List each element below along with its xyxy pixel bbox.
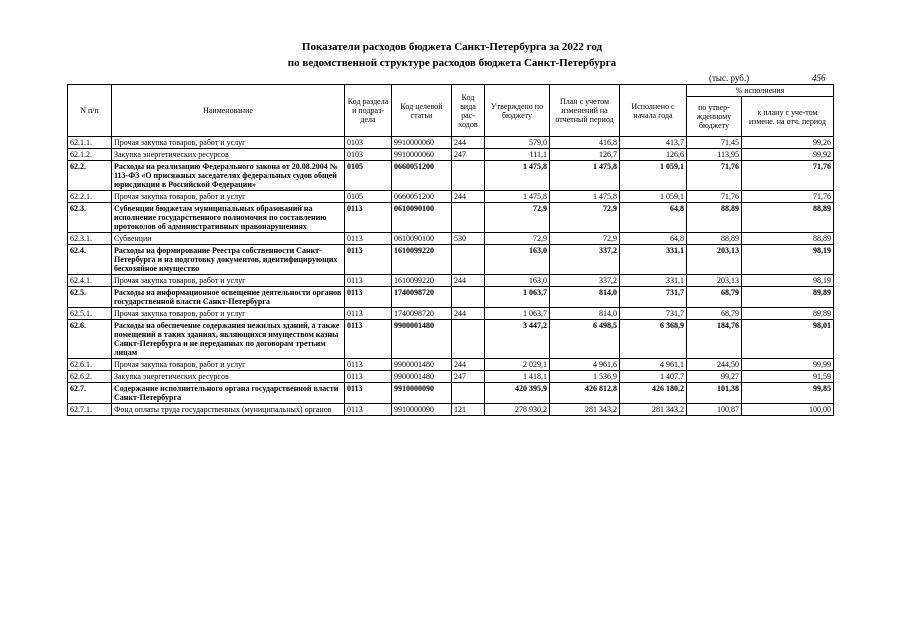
row-approved: 579,0 (485, 137, 550, 149)
row-kind: 244 (452, 275, 485, 287)
row-section: 0103 (345, 137, 392, 149)
row-approved: 163,0 (485, 275, 550, 287)
table-row (68, 287, 834, 308)
row-pct-approved: 244,50 (687, 359, 742, 371)
row-approved: 72,9 (485, 233, 550, 245)
row-pct-plan: 98,19 (742, 245, 834, 275)
row-kind: 244 (452, 191, 485, 203)
report-title-line2: по ведомственной структуре расходов бюджета Санкт-Петербурга (287, 57, 617, 69)
row-executed: 1 059,1 (620, 191, 687, 203)
page-number: 456 (812, 73, 826, 83)
table-row (68, 308, 834, 320)
row-section: 0105 (345, 161, 392, 191)
table-row (68, 203, 834, 233)
row-executed: 413,7 (620, 137, 687, 149)
row-plan: 6 498,5 (550, 320, 620, 359)
row-executed: 126,6 (620, 149, 687, 161)
row-target: 9900001480 (392, 320, 452, 359)
row-approved: 278 930,2 (485, 404, 550, 416)
row-kind (452, 320, 485, 359)
row-plan: 1 475,8 (550, 191, 620, 203)
row-target: 0660051200 (392, 161, 452, 191)
row-pct-plan: 71,76 (742, 191, 834, 203)
row-target: 0610090100 (392, 233, 452, 245)
row-section: 0113 (345, 308, 392, 320)
row-name: Расходы на информационное освещение деятельности органов государственной власти Санкт-Петербурга (112, 287, 345, 308)
row-executed: 64,8 (620, 233, 687, 245)
row-num: 62.6.2. (68, 371, 112, 383)
row-name: Субвенции бюджетам муниципальных образований на исполнение государственного полномочия по составлению протоколов об административных правонарушениях (112, 203, 345, 233)
row-pct-plan: 91,59 (742, 371, 834, 383)
row-plan: 72,9 (550, 203, 620, 233)
row-approved: 1 063,7 (485, 308, 550, 320)
row-kind (452, 383, 485, 404)
row-pct-approved: 101,38 (687, 383, 742, 404)
row-pct-approved: 88,89 (687, 203, 742, 233)
table-row (68, 275, 834, 287)
row-pct-plan: 88,89 (742, 203, 834, 233)
row-num: 62.2. (68, 161, 112, 191)
col-header-name: Наименование (112, 85, 345, 137)
row-approved: 1 418,1 (485, 371, 550, 383)
row-plan: 72,9 (550, 233, 620, 245)
row-name: Фонд оплаты труда государственных (муниципальных) органов (112, 404, 345, 416)
row-kind (452, 287, 485, 308)
row-pct-approved: 203,13 (687, 245, 742, 275)
row-approved: 163,0 (485, 245, 550, 275)
row-name: Расходы на реализацию Федерального закона от 20.08.2004 № 113-ФЗ «О присяжных заседателях федеральных судов общей юрисдикции в Российской Федерации» (112, 161, 345, 191)
row-num: 62.3. (68, 203, 112, 233)
col-header-plan: План с учетом изменений на отчетный период (550, 85, 620, 137)
row-target: 1740098720 (392, 287, 452, 308)
table-row (68, 383, 834, 404)
row-approved: 3 447,2 (485, 320, 550, 359)
row-approved: 111,1 (485, 149, 550, 161)
row-num: 62.6. (68, 320, 112, 359)
row-name: Субвенции (112, 233, 345, 245)
row-num: 62.2.1. (68, 191, 112, 203)
row-num: 62.1.2. (68, 149, 112, 161)
row-section: 0113 (345, 233, 392, 245)
row-kind: 530 (452, 233, 485, 245)
row-pct-approved: 203,13 (687, 275, 742, 287)
row-num: 62.7. (68, 383, 112, 404)
units-label: (тыс. руб.) (709, 73, 750, 83)
row-kind: 247 (452, 371, 485, 383)
row-name: Прочая закупка товаров, работ и услуг (112, 308, 345, 320)
row-kind (452, 161, 485, 191)
row-name: Закупка энергетических ресурсов (112, 149, 345, 161)
row-pct-approved: 71,76 (687, 161, 742, 191)
row-section: 0113 (345, 245, 392, 275)
row-target: 1610099220 (392, 275, 452, 287)
row-plan: 281 343,2 (550, 404, 620, 416)
row-executed: 281 343,2 (620, 404, 687, 416)
row-executed: 426 180,2 (620, 383, 687, 404)
row-executed: 331,1 (620, 245, 687, 275)
row-name: Прочая закупка товаров, работ и услуг (112, 137, 345, 149)
row-executed: 731,7 (620, 287, 687, 308)
col-header-approved: Утверждено по бюджету (485, 85, 550, 137)
budget-table (67, 84, 834, 416)
row-plan: 1 536,9 (550, 371, 620, 383)
row-section: 0113 (345, 404, 392, 416)
table-row (68, 371, 834, 383)
col-header-target: Код целевой статьи (392, 85, 452, 137)
col-header-pct-approved: по утвер-жденному бюджету (687, 97, 742, 137)
row-plan: 337,2 (550, 245, 620, 275)
row-executed: 6 368,9 (620, 320, 687, 359)
row-pct-approved: 88,89 (687, 233, 742, 245)
row-target: 9910000090 (392, 404, 452, 416)
row-pct-plan: 89,89 (742, 287, 834, 308)
row-kind: 121 (452, 404, 485, 416)
row-name: Содержание исполнительного органа государственной власти Санкт-Петербурга (112, 383, 345, 404)
col-header-section: Код раздела и подраз-дела (345, 85, 392, 137)
row-section: 0113 (345, 359, 392, 371)
col-header-kind: Код вида рас-ходов (452, 85, 485, 137)
row-kind (452, 203, 485, 233)
row-name: Расходы на формирование Реестра собственности Санкт-Петербурга и на подготовку документов, идентифицирующих бесхозяйное имущество (112, 245, 345, 275)
table-row (68, 161, 834, 191)
row-section: 0113 (345, 275, 392, 287)
col-header-pct-plan: к плану с уче-том измене. на отч. период (742, 97, 834, 137)
row-target: 0610090100 (392, 203, 452, 233)
row-pct-approved: 68,79 (687, 308, 742, 320)
row-pct-plan: 100,00 (742, 404, 834, 416)
row-pct-approved: 113,95 (687, 149, 742, 161)
row-kind: 244 (452, 137, 485, 149)
row-target: 9900001480 (392, 371, 452, 383)
row-pct-plan: 98,19 (742, 275, 834, 287)
row-pct-plan: 99,92 (742, 149, 834, 161)
row-approved: 1 475,8 (485, 191, 550, 203)
row-executed: 64,8 (620, 203, 687, 233)
table-row (68, 404, 834, 416)
row-target: 9900001480 (392, 359, 452, 371)
row-target: 9910000090 (392, 383, 452, 404)
table-row (68, 233, 834, 245)
row-approved: 72,9 (485, 203, 550, 233)
row-name: Расходы на обеспечение содержания нежилых зданий, а также помещений в таких зданиях, являющихся имуществом казны Санкт-Петербурга и не переданных по договорам третьим лицам (112, 320, 345, 359)
col-header-num: N п/п (68, 85, 112, 137)
table-row (68, 320, 834, 359)
row-section: 0113 (345, 203, 392, 233)
row-approved: 1 063,7 (485, 287, 550, 308)
row-plan: 426 812,8 (550, 383, 620, 404)
row-section: 0105 (345, 191, 392, 203)
row-num: 62.3.1. (68, 233, 112, 245)
row-num: 62.5.1. (68, 308, 112, 320)
report-title-line1: Показатели расходов бюджета Санкт-Петербурга за 2022 год (301, 41, 603, 53)
row-section: 0113 (345, 383, 392, 404)
row-pct-approved: 71,45 (687, 137, 742, 149)
row-pct-plan: 99,26 (742, 137, 834, 149)
row-num: 62.5. (68, 287, 112, 308)
row-pct-approved: 100,87 (687, 404, 742, 416)
row-pct-approved: 99,27 (687, 371, 742, 383)
row-plan: 814,0 (550, 287, 620, 308)
row-approved: 2 029,1 (485, 359, 550, 371)
row-kind: 244 (452, 308, 485, 320)
col-header-percent-group: % исполнения (687, 85, 834, 97)
row-kind (452, 245, 485, 275)
row-pct-plan: 89,89 (742, 308, 834, 320)
row-name: Прочая закупка товаров, работ и услуг (112, 359, 345, 371)
col-header-executed: Исполнено с начала года (620, 85, 687, 137)
table-row (68, 149, 834, 161)
table-body (68, 137, 834, 416)
row-pct-approved: 71,76 (687, 191, 742, 203)
row-approved: 420 395,9 (485, 383, 550, 404)
table-row (68, 191, 834, 203)
row-num: 62.6.1. (68, 359, 112, 371)
row-num: 62.7.1. (68, 404, 112, 416)
row-target: 0660051200 (392, 191, 452, 203)
table-row (68, 245, 834, 275)
row-plan: 4 961,6 (550, 359, 620, 371)
row-section: 0113 (345, 320, 392, 359)
row-target: 1740098720 (392, 308, 452, 320)
row-section: 0103 (345, 149, 392, 161)
row-pct-plan: 71,76 (742, 161, 834, 191)
row-section: 0113 (345, 287, 392, 308)
row-name: Прочая закупка товаров, работ и услуг (112, 275, 345, 287)
row-executed: 1 407,7 (620, 371, 687, 383)
row-executed: 731,7 (620, 308, 687, 320)
row-pct-approved: 68,79 (687, 287, 742, 308)
row-kind: 244 (452, 359, 485, 371)
row-section: 0113 (345, 371, 392, 383)
row-plan: 337,2 (550, 275, 620, 287)
row-pct-plan: 98,01 (742, 320, 834, 359)
row-plan: 814,0 (550, 308, 620, 320)
row-target: 1610099220 (392, 245, 452, 275)
row-pct-plan: 99,85 (742, 383, 834, 404)
row-executed: 1 059,1 (620, 161, 687, 191)
row-pct-approved: 184,76 (687, 320, 742, 359)
row-plan: 1 475,8 (550, 161, 620, 191)
row-target: 9910000060 (392, 137, 452, 149)
row-executed: 4 961,1 (620, 359, 687, 371)
row-name: Прочая закупка товаров, работ и услуг (112, 191, 345, 203)
table-row (68, 359, 834, 371)
row-approved: 1 475,8 (485, 161, 550, 191)
table-row (68, 137, 834, 149)
row-num: 62.4.1. (68, 275, 112, 287)
row-plan: 126,7 (550, 149, 620, 161)
row-kind: 247 (452, 149, 485, 161)
row-executed: 331,1 (620, 275, 687, 287)
row-pct-plan: 99,99 (742, 359, 834, 371)
row-pct-plan: 88,89 (742, 233, 834, 245)
row-num: 62.1.1. (68, 137, 112, 149)
row-name: Закупка энергетических ресурсов (112, 371, 345, 383)
row-num: 62.4. (68, 245, 112, 275)
row-target: 9910000060 (392, 149, 452, 161)
row-plan: 416,8 (550, 137, 620, 149)
